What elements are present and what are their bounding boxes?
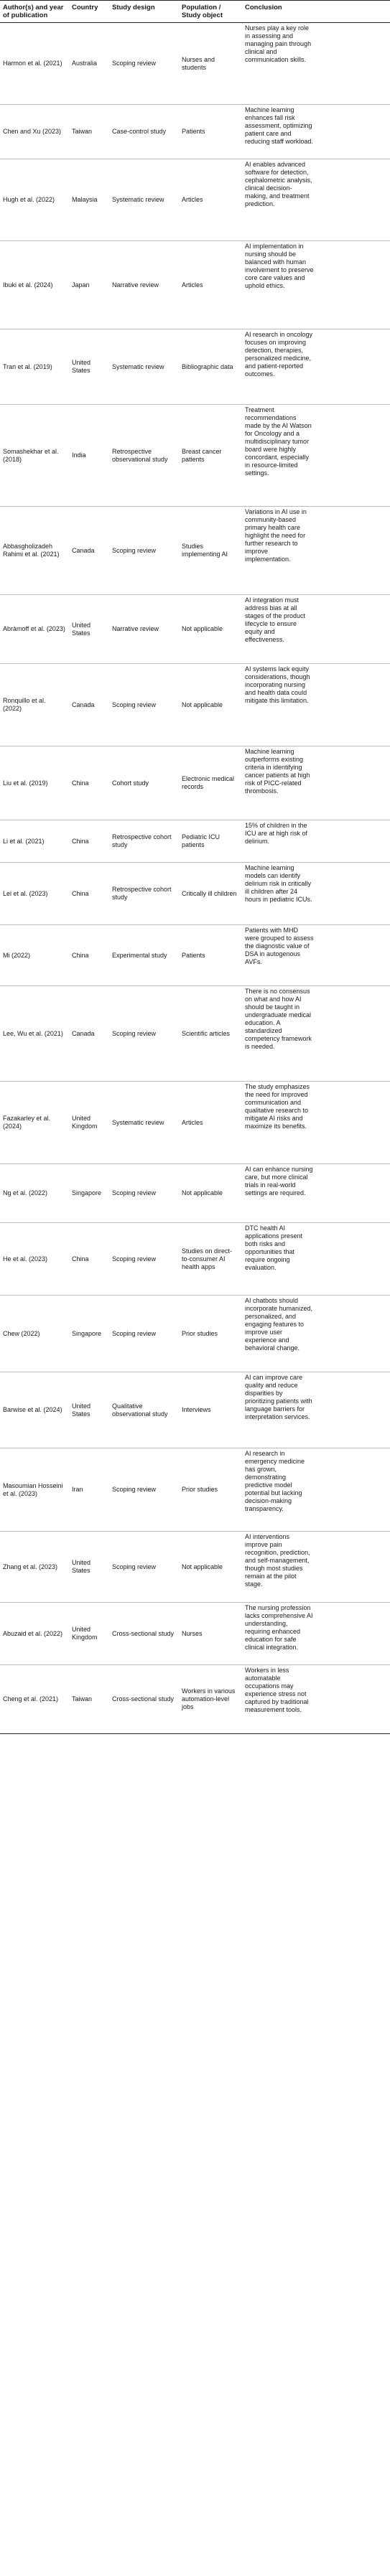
cell-author: Hugh et al. (2022) bbox=[0, 159, 69, 241]
cell-author: Ibuki et al. (2024) bbox=[0, 241, 69, 329]
cell-country: United States bbox=[69, 595, 109, 664]
cell-author: Abuzaid et al. (2022) bbox=[0, 1603, 69, 1665]
cell-country: Taiwan bbox=[69, 105, 109, 159]
table-row bbox=[0, 507, 390, 595]
cell-country: Australia bbox=[69, 23, 109, 105]
cell-population: Nurses bbox=[179, 1603, 242, 1665]
cell-author: Liu et al. (2019) bbox=[0, 746, 69, 820]
cell-author: Somashekhar et al. (2018) bbox=[0, 405, 69, 507]
cell-conclusion: Workers in less automatable occupations may experience stress not captured by traditional measurement tools. bbox=[242, 1665, 390, 1734]
cell-author: Harmon et al. (2021) bbox=[0, 23, 69, 105]
cell-population: Nurses and students bbox=[179, 23, 242, 105]
cell-conclusion: The nursing profession lacks comprehensive AI understanding, requiring enhanced education for safe clinical integration. bbox=[242, 1603, 390, 1665]
table-row bbox=[0, 1223, 390, 1296]
cell-conclusion: Patients with MHD were grouped to assess the diagnostic value of DSA in autogenous AVFs. bbox=[242, 925, 390, 986]
table-row bbox=[0, 1082, 390, 1164]
cell-population: Bibliographic data bbox=[179, 329, 242, 405]
cell-country: Japan bbox=[69, 241, 109, 329]
cell-study-design: Narrative review bbox=[109, 595, 179, 664]
cell-population: Interviews bbox=[179, 1372, 242, 1448]
cell-conclusion: AI research in emergency medicine has grown, demonstrating predictive model potential but lacking decision-making transparency. bbox=[242, 1448, 390, 1532]
cell-conclusion: AI can enhance nursing care, but more clinical trials in real-world settings are required. bbox=[242, 1164, 390, 1223]
cell-country: India bbox=[69, 405, 109, 507]
cell-country: Canada bbox=[69, 664, 109, 746]
cell-country: Singapore bbox=[69, 1164, 109, 1223]
cell-author: Cheng et al. (2021) bbox=[0, 1665, 69, 1734]
cell-conclusion: Machine learning outperforms existing criteria in identifying cancer patients at high risk of PICC-related thrombosis. bbox=[242, 746, 390, 820]
cell-author: Zhang et al. (2023) bbox=[0, 1532, 69, 1603]
cell-country: Canada bbox=[69, 507, 109, 595]
cell-conclusion: AI implementation in nursing should be balanced with human involvement to preserve core care values and uphold ethics. bbox=[242, 241, 390, 329]
table-header bbox=[0, 1, 390, 23]
cell-conclusion: Variations in AI use in community-based primary health care highlight the need for further research to improve implementation. bbox=[242, 507, 390, 595]
cell-study-design: Scoping review bbox=[109, 1532, 179, 1603]
table-row bbox=[0, 241, 390, 329]
table-row bbox=[0, 925, 390, 986]
cell-country: United States bbox=[69, 329, 109, 405]
cell-study-design: Scoping review bbox=[109, 986, 179, 1082]
cell-author: Lei et al. (2023) bbox=[0, 863, 69, 925]
cell-conclusion: AI can improve care quality and reduce disparities by prioritizing patients with language barriers for interpretation services. bbox=[242, 1372, 390, 1448]
cell-conclusion: Machine learning models can identify delirium risk in critically ill children after 24 hours in pediatric ICUs. bbox=[242, 863, 390, 925]
cell-population: Not applicable bbox=[179, 1532, 242, 1603]
cell-study-design: Qualitative observational study bbox=[109, 1372, 179, 1448]
cell-conclusion: 15% of children in the ICU are at high risk of delirium. bbox=[242, 820, 390, 863]
table-row bbox=[0, 986, 390, 1082]
cell-study-design: Scoping review bbox=[109, 507, 179, 595]
cell-conclusion: AI systems lack equity considerations, though incorporating nursing and health data could mitigate this limitation. bbox=[242, 664, 390, 746]
cell-population: Prior studies bbox=[179, 1448, 242, 1532]
cell-study-design: Scoping review bbox=[109, 1448, 179, 1532]
cell-population: Studies on direct-to-consumer AI health apps bbox=[179, 1223, 242, 1296]
cell-study-design: Experimental study bbox=[109, 925, 179, 986]
cell-study-design: Scoping review bbox=[109, 1164, 179, 1223]
cell-study-design: Retrospective observational study bbox=[109, 405, 179, 507]
cell-study-design: Cohort study bbox=[109, 746, 179, 820]
cell-country: United States bbox=[69, 1372, 109, 1448]
cell-author: Tran et al. (2019) bbox=[0, 329, 69, 405]
cell-study-design: Case-control study bbox=[109, 105, 179, 159]
cell-study-design: Cross-sectional study bbox=[109, 1665, 179, 1734]
header-country: Country bbox=[69, 1, 109, 23]
cell-author: Mi (2022) bbox=[0, 925, 69, 986]
table-row bbox=[0, 23, 390, 105]
table-row bbox=[0, 1448, 390, 1532]
cell-population: Prior studies bbox=[179, 1296, 242, 1372]
cell-population: Not applicable bbox=[179, 595, 242, 664]
cell-study-design: Narrative review bbox=[109, 241, 179, 329]
cell-country: China bbox=[69, 863, 109, 925]
cell-conclusion: AI integration must address bias at all stages of the product lifecycle to ensure equity and effectiveness. bbox=[242, 595, 390, 664]
table-row bbox=[0, 746, 390, 820]
table-row bbox=[0, 1372, 390, 1448]
table-row bbox=[0, 405, 390, 507]
cell-author: Masoumian Hosseini et al. (2023) bbox=[0, 1448, 69, 1532]
cell-study-design: Scoping review bbox=[109, 1223, 179, 1296]
cell-author: Abràmoff et al. (2023) bbox=[0, 595, 69, 664]
cell-conclusion: AI chatbots should incorporate humanized, personalized, and engaging features to improve user experience and behavioral change. bbox=[242, 1296, 390, 1372]
cell-author: Li et al. (2021) bbox=[0, 820, 69, 863]
cell-conclusion: Machine learning enhances fall risk assessment, optimizing patient care and reducing staff workload. bbox=[242, 105, 390, 159]
cell-author: Ng et al. (2022) bbox=[0, 1164, 69, 1223]
table-body bbox=[0, 23, 390, 1734]
cell-study-design: Retrospective cohort study bbox=[109, 863, 179, 925]
cell-conclusion: Treatment recommendations made by the AI Watson for Oncology and a multidisciplinary tumor board were highly concordant, especially in resource-limited settings. bbox=[242, 405, 390, 507]
table-row bbox=[0, 329, 390, 405]
cell-population: Articles bbox=[179, 1082, 242, 1164]
cell-study-design: Cross-sectional study bbox=[109, 1603, 179, 1665]
cell-country: Malaysia bbox=[69, 159, 109, 241]
table-row bbox=[0, 664, 390, 746]
cell-country: China bbox=[69, 925, 109, 986]
cell-country: United Kingdom bbox=[69, 1603, 109, 1665]
cell-study-design: Systematic review bbox=[109, 1082, 179, 1164]
cell-country: Canada bbox=[69, 986, 109, 1082]
cell-author: Ronquillo et al. (2022) bbox=[0, 664, 69, 746]
cell-conclusion: AI research in oncology focuses on improving detection, therapies, personalized medicine, and patient-reported outcomes. bbox=[242, 329, 390, 405]
cell-author: Abbasgholizadeh Rahimi et al. (2021) bbox=[0, 507, 69, 595]
cell-author: Fazakarley et al. (2024) bbox=[0, 1082, 69, 1164]
header-study-design: Study design bbox=[109, 1, 179, 23]
table-row bbox=[0, 159, 390, 241]
cell-conclusion: The study emphasizes the need for improved communication and qualitative research to mitigate AI risks and maximize its benefits. bbox=[242, 1082, 390, 1164]
cell-country: Singapore bbox=[69, 1296, 109, 1372]
cell-country: Iran bbox=[69, 1448, 109, 1532]
cell-country: Taiwan bbox=[69, 1665, 109, 1734]
cell-population: Workers in various automation-level jobs bbox=[179, 1665, 242, 1734]
cell-author: Lee, Wu et al. (2021) bbox=[0, 986, 69, 1082]
table-row bbox=[0, 1665, 390, 1734]
cell-population: Breast cancer patients bbox=[179, 405, 242, 507]
cell-population: Studies implementing AI bbox=[179, 507, 242, 595]
cell-population: Articles bbox=[179, 159, 242, 241]
table-row bbox=[0, 1603, 390, 1665]
cell-author: Chew (2022) bbox=[0, 1296, 69, 1372]
table-row bbox=[0, 105, 390, 159]
cell-author: Chen and Xu (2023) bbox=[0, 105, 69, 159]
cell-population: Patients bbox=[179, 105, 242, 159]
header-row bbox=[0, 1, 390, 23]
cell-country: China bbox=[69, 1223, 109, 1296]
cell-population: Not applicable bbox=[179, 1164, 242, 1223]
cell-population: Patients bbox=[179, 925, 242, 986]
cell-study-design: Scoping review bbox=[109, 23, 179, 105]
cell-population: Articles bbox=[179, 241, 242, 329]
cell-study-design: Scoping review bbox=[109, 1296, 179, 1372]
cell-country: China bbox=[69, 746, 109, 820]
cell-conclusion: There is no consensus on what and how AI should be taught in undergraduate medical education. A standardized competency framework is needed. bbox=[242, 986, 390, 1082]
cell-population: Critically ill children bbox=[179, 863, 242, 925]
header-conclusion: Conclusion bbox=[242, 1, 390, 23]
table-row bbox=[0, 820, 390, 863]
table-row bbox=[0, 1164, 390, 1223]
table-row bbox=[0, 863, 390, 925]
cell-population: Pediatric ICU patients bbox=[179, 820, 242, 863]
cell-population: Scientific articles bbox=[179, 986, 242, 1082]
cell-study-design: Scoping review bbox=[109, 664, 179, 746]
cell-conclusion: Nurses play a key role in assessing and managing pain through clinical and communication skills. bbox=[242, 23, 390, 105]
cell-study-design: Retrospective cohort study bbox=[109, 820, 179, 863]
cell-population: Electronic medical records bbox=[179, 746, 242, 820]
cell-country: China bbox=[69, 820, 109, 863]
cell-study-design: Systematic review bbox=[109, 329, 179, 405]
cell-author: Barwise et al. (2024) bbox=[0, 1372, 69, 1448]
cell-conclusion: AI enables advanced software for detection, cephalometric analysis, clinical decision-making, and treatment prediction. bbox=[242, 159, 390, 241]
cell-conclusion: DTC health AI applications present both risks and opportunities that require ongoing evaluation. bbox=[242, 1223, 390, 1296]
cell-study-design: Systematic review bbox=[109, 159, 179, 241]
table-row bbox=[0, 1532, 390, 1603]
header-population: Population / Study object bbox=[179, 1, 242, 23]
cell-country: United States bbox=[69, 1532, 109, 1603]
cell-population: Not applicable bbox=[179, 664, 242, 746]
cell-country: United Kingdom bbox=[69, 1082, 109, 1164]
table-row bbox=[0, 595, 390, 664]
cell-author: He et al. (2023) bbox=[0, 1223, 69, 1296]
header-author: Author(s) and year of publication bbox=[0, 1, 69, 23]
cell-conclusion: AI interventions improve pain recognition, prediction, and self-management, though most studies remain at the pilot stage. bbox=[242, 1532, 390, 1603]
table-row bbox=[0, 1296, 390, 1372]
